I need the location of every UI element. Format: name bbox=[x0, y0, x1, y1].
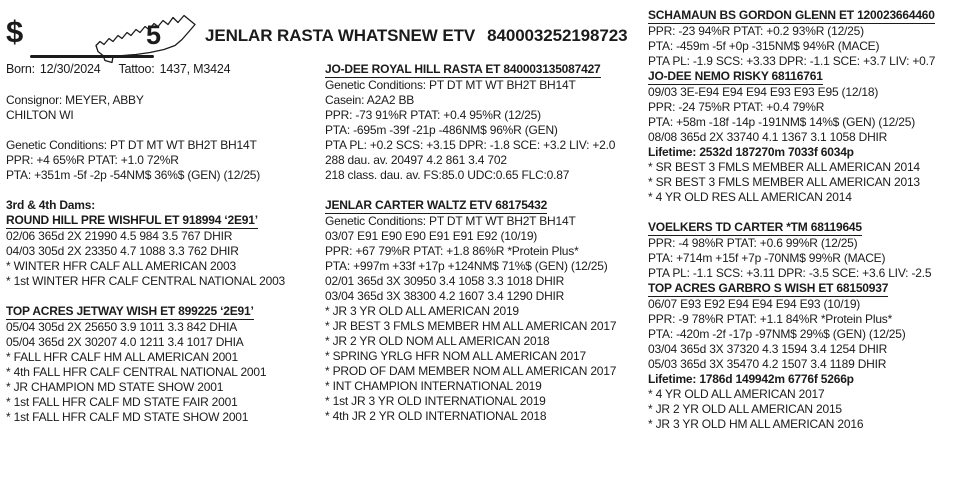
pedigree-block bbox=[6, 93, 322, 123]
pedigree-line: PPR: +67 79%R PTAT: +1.8 86%R *Protein Plus* bbox=[325, 244, 579, 258]
pedigree-line: 04/03 305d 2X 23350 4.7 1088 3.3 762 DHIR bbox=[6, 244, 239, 258]
pedigree-line: 288 dau. av. 20497 4.2 861 3.4 702 bbox=[325, 153, 507, 167]
pedigree-line: * 4th JR 2 YR OLD INTERNATIONAL 2018 bbox=[325, 409, 547, 423]
column-right-pedigree bbox=[648, 8, 962, 432]
pedigree-line: PTA PL: -1.9 SCS: +3.33 DPR: -1.1 SCE: +3.7 LIV: +0.7 bbox=[648, 54, 936, 68]
pedigree-line: 02/06 365d 2X 21990 4.5 984 3.5 767 DHIR bbox=[6, 229, 233, 243]
pedigree-line: PPR: -23 94%R PTAT: +0.2 93%R (12/25) bbox=[648, 24, 864, 38]
pedigree-block bbox=[6, 304, 322, 425]
animal-heading: JENLAR CARTER WALTZ ETV 68175432 bbox=[325, 198, 548, 212]
pedigree-line: 05/04 305d 2X 25650 3.9 1011 3.3 842 DHIA bbox=[6, 320, 238, 334]
pedigree-line: * JR 2 YR OLD ALL AMERICAN 2015 bbox=[648, 402, 842, 416]
kentucky-state-outline-icon bbox=[92, 11, 198, 65]
price-blank-symbol: $ bbox=[6, 14, 24, 49]
pedigree-line: PPR: +4 65%R PTAT: +1.0 72%R bbox=[6, 153, 179, 167]
pedigree-line: * 1st WINTER HFR CALF CENTRAL NATIONAL 2003 bbox=[6, 274, 286, 288]
pedigree-line: CHILTON WI bbox=[6, 108, 74, 122]
pedigree-line: Consignor: MEYER, ABBY bbox=[6, 93, 144, 107]
pedigree-line: * SPRING YRLG HFR NOM ALL AMERICAN 2017 bbox=[325, 349, 586, 363]
pedigree-line: Casein: A2A2 BB bbox=[325, 93, 415, 107]
animal-heading: VOELKERS TD CARTER *TM 68119645 bbox=[648, 220, 862, 234]
pedigree-line: * FALL HFR CALF HM ALL AMERICAN 2001 bbox=[6, 350, 238, 364]
pedigree-line: * JR 3 YR OLD ALL AMERICAN 2019 bbox=[325, 304, 519, 318]
pedigree-line: * 4th FALL HFR CALF CENTRAL NATIONAL 2001 bbox=[6, 365, 267, 379]
pedigree-line: * JR 2 YR OLD NOM ALL AMERICAN 2018 bbox=[325, 334, 550, 348]
pedigree-block bbox=[325, 198, 645, 424]
pedigree-line: Genetic Conditions: PT DT MT WT BH2T BH14T bbox=[325, 78, 576, 92]
pedigree-line: Lifetime: 1786d 149942m 6776f 5266p bbox=[648, 372, 854, 386]
pedigree-block bbox=[648, 8, 962, 69]
pedigree-block bbox=[6, 138, 322, 183]
pedigree-line: PPR: -24 75%R PTAT: +0.4 79%R bbox=[648, 100, 825, 114]
pedigree-line: * INT CHAMPION INTERNATIONAL 2019 bbox=[325, 379, 542, 393]
pedigree-line: Genetic Conditions: PT DT MT WT BH2T BH14T bbox=[325, 214, 576, 228]
pedigree-line: * 1st FALL HFR CALF MD STATE SHOW 2001 bbox=[6, 410, 249, 424]
born-tattoo-line bbox=[6, 62, 230, 76]
animal-registration-number: 840003252198723 bbox=[487, 26, 628, 45]
born-label: Born: bbox=[6, 62, 35, 76]
pedigree-line: Genetic Conditions: PT DT MT WT BH2T BH14T bbox=[6, 138, 257, 152]
animal-heading: JO-DEE NEMO RISKY 68116761 bbox=[648, 69, 823, 83]
dams-label: 3rd & 4th Dams: bbox=[6, 198, 96, 212]
pedigree-line: 09/03 3E-E94 E94 E94 E93 E93 E95 (12/18) bbox=[648, 85, 879, 99]
pedigree-line: * JR 3 YR OLD HM ALL AMERICAN 2016 bbox=[648, 417, 864, 431]
column-middle-pedigree bbox=[325, 62, 645, 424]
pedigree-line: PTA PL: +0.2 SCS: +3.15 DPR: -1.8 SCE: +3.2 LIV: +2.0 bbox=[325, 138, 616, 152]
animal-heading: JO-DEE ROYAL HILL RASTA ET 840003135087427 bbox=[325, 62, 601, 76]
animal-heading: SCHAMAUN BS GORDON GLENN ET 120023664460 bbox=[648, 8, 935, 22]
pedigree-line: PPR: -73 91%R PTAT: +0.4 95%R (12/25) bbox=[325, 108, 541, 122]
pedigree-line: PTA: -695m -39f -21p -486NM$ 96%R (GEN) bbox=[325, 123, 558, 137]
pedigree-line: 03/04 365d 3X 37320 4.3 1594 3.4 1254 DHIR bbox=[648, 342, 888, 356]
pedigree-line: PTA: -420m -2f -17p -97NM$ 29%$ (GEN) (12/25) bbox=[648, 327, 906, 341]
pedigree-line: * PROD OF DAM MEMBER NOM ALL AMERICAN 2017 bbox=[325, 364, 617, 378]
pedigree-line: * 1st FALL HFR CALF MD STATE FAIR 2001 bbox=[6, 395, 238, 409]
animal-heading: TOP ACRES GARBRO S WISH ET 68150937 bbox=[648, 281, 889, 295]
pedigree-line: PTA: +997m +33f +17p +124NM$ 71%$ (GEN) (12/25) bbox=[325, 259, 608, 273]
pedigree-line: Lifetime: 2532d 187270m 7033f 6034p bbox=[648, 145, 854, 159]
pedigree-line: 05/03 365d 3X 35470 4.2 1507 3.4 1189 DHIR bbox=[648, 357, 887, 371]
pedigree-line: * JR CHAMPION MD STATE SHOW 2001 bbox=[6, 380, 224, 394]
pedigree-line: 08/08 365d 2X 33740 4.1 1367 3.1 1058 DHIR bbox=[648, 130, 888, 144]
pedigree-block bbox=[648, 281, 962, 432]
pedigree-line: * SR BEST 3 FMLS MEMBER ALL AMERICAN 2014 bbox=[648, 160, 920, 174]
pedigree-line: * JR BEST 3 FMLS MEMBER HM ALL AMERICAN 2017 bbox=[325, 319, 617, 333]
pedigree-line: PTA: +58m -18f -14p -191NM$ 14%$ (GEN) (12/25) bbox=[648, 115, 916, 129]
animal-name: JENLAR RASTA WHATSNEW ETV bbox=[205, 26, 476, 45]
pedigree-line: 218 class. dau. av. FS:85.0 UDC:0.65 FLC:0.87 bbox=[325, 168, 570, 182]
pedigree-line: PTA: +351m -5f -2p -54NM$ 36%$ (GEN) (12/25) bbox=[6, 168, 261, 182]
pedigree-block bbox=[325, 62, 645, 183]
lot-number: 5 bbox=[146, 20, 162, 50]
pedigree-line: PTA: -459m -5f +0p -315NM$ 94%R (MACE) bbox=[648, 39, 880, 53]
pedigree-line: 03/07 E91 E90 E90 E91 E91 E92 (10/19) bbox=[325, 229, 538, 243]
pedigree-line: * 4 YR OLD ALL AMERICAN 2017 bbox=[648, 387, 825, 401]
pedigree-line: 02/01 365d 3X 30950 3.4 1058 3.3 1018 DHIR bbox=[325, 274, 565, 288]
pedigree-block bbox=[6, 198, 322, 289]
tattoo-label: Tattoo: bbox=[118, 62, 155, 76]
pedigree-line: * SR BEST 3 FMLS MEMBER ALL AMERICAN 2013 bbox=[648, 175, 920, 189]
pedigree-line: * 4 YR OLD RES ALL AMERICAN 2014 bbox=[648, 190, 852, 204]
pedigree-line: PTA PL: -1.1 SCS: +3.11 DPR: -3.5 SCE: +3.6 LIV: -2.5 bbox=[648, 266, 932, 280]
animal-heading: ROUND HILL PRE WISHFUL ET 918994 ‘2E91’ bbox=[6, 213, 258, 227]
animal-title bbox=[205, 26, 627, 46]
pedigree-block bbox=[648, 69, 962, 205]
pedigree-block bbox=[648, 220, 962, 281]
pedigree-line: * 1st JR 3 YR OLD INTERNATIONAL 2019 bbox=[325, 394, 546, 408]
pedigree-line: PPR: -4 98%R PTAT: +0.6 99%R (12/25) bbox=[648, 236, 858, 250]
born-value: 12/30/2024 bbox=[39, 62, 101, 76]
pedigree-line: PTA: +714m +15f +7p -70NM$ 99%R (MACE) bbox=[648, 251, 886, 265]
animal-heading: TOP ACRES JETWAY WISH ET 899225 ‘2E91’ bbox=[6, 304, 254, 318]
tattoo-value: 1437, M3424 bbox=[159, 62, 231, 76]
column-left-pedigree bbox=[6, 93, 322, 425]
pedigree-line: 05/04 365d 2X 30207 4.0 1211 3.4 1017 DHIA bbox=[6, 335, 244, 349]
pedigree-line: PPR: -9 78%R PTAT: +1.1 84%R *Protein Plus* bbox=[648, 312, 893, 326]
pedigree-line: * WINTER HFR CALF ALL AMERICAN 2003 bbox=[6, 259, 236, 273]
pedigree-line: 03/04 365d 3X 38300 4.2 1607 3.4 1290 DHIR bbox=[325, 289, 565, 303]
pedigree-line: 06/07 E93 E92 E94 E94 E94 E93 (10/19) bbox=[648, 297, 861, 311]
